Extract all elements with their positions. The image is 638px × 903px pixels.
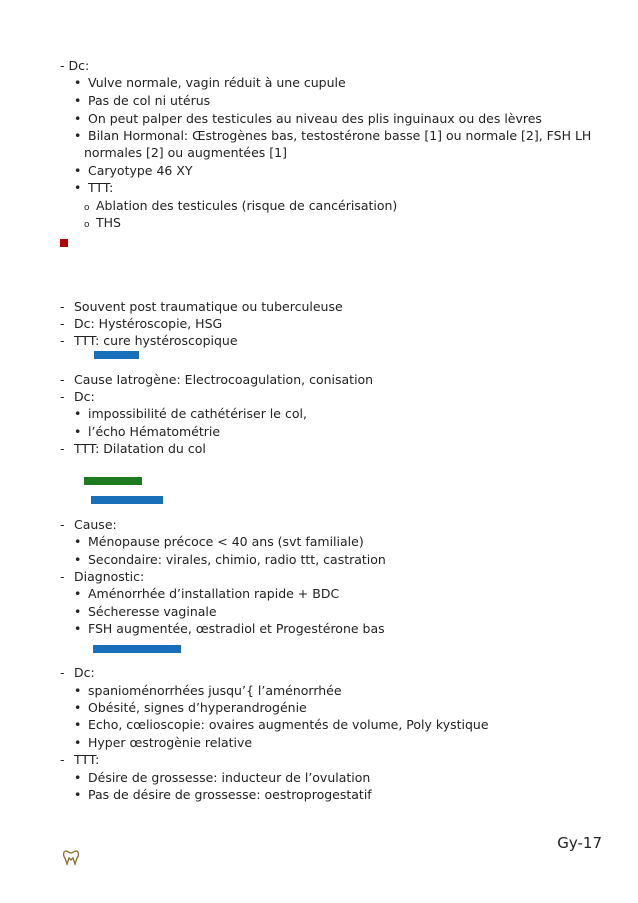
- list-item: • Secondaire: virales, chimio, radio ttt, castration: [74, 552, 386, 567]
- list-item-continuation: normales [2] ou augmentées [1]: [84, 145, 287, 160]
- list-item: • TTT:: [74, 180, 114, 195]
- list-item: • Echo, cœlioscopie: ovaires augmentés de volume, Poly kystique: [74, 717, 489, 732]
- list-item: • Sécheresse vaginale: [74, 604, 217, 619]
- list-item: • Hyper œstrogènie relative: [74, 735, 253, 750]
- s1-lead: - Dc:: [60, 58, 90, 73]
- list-item: • FSH augmentée, œstradiol et Progestérone bas: [74, 621, 385, 636]
- list-item: • Pas de désire de grossesse: oestroprogestatif: [74, 787, 372, 802]
- blue-heading-bar: [93, 645, 181, 653]
- list-item: • Aménorrhée d’installation rapide + BDC: [74, 586, 340, 601]
- blue-heading-bar: [94, 351, 139, 359]
- tooth-logo-icon: [62, 848, 80, 866]
- list-item: • Pas de col ni utérus: [74, 93, 211, 108]
- list-item: • Caryotype 46 XY: [74, 163, 193, 178]
- sub-list-item: o Ablation des testicules (risque de cancérisation): [84, 198, 398, 213]
- green-heading-bar: [84, 477, 142, 485]
- red-square-marker: [60, 239, 68, 247]
- list-item: • On peut palper des testicules au niveau des plis inguinaux ou des lèvres: [74, 111, 542, 126]
- blue-heading-bar: [91, 496, 163, 504]
- list-item: • Vulve normale, vagin réduit à une cupule: [74, 75, 346, 90]
- page-label: Gy-17: [557, 834, 602, 852]
- list-item: • Désire de grossesse: inducteur de l’ovulation: [74, 770, 371, 785]
- list-item: • spanioménorrhées jusqu’{ l’aménorrhée: [74, 683, 342, 698]
- list-item: • l’écho Hématométrie: [74, 424, 221, 439]
- list-item: • Bilan Hormonal: Œstrogènes bas, testostérone basse [1] ou normale [2], FSH LH: [74, 128, 592, 143]
- sub-list-item: o THS: [84, 215, 121, 230]
- list-item: • impossibilité de cathétériser le col,: [74, 406, 307, 421]
- list-item: • Obésité, signes d’hyperandrogénie: [74, 700, 307, 715]
- list-item: • Ménopause précoce < 40 ans (svt familiale): [74, 534, 364, 549]
